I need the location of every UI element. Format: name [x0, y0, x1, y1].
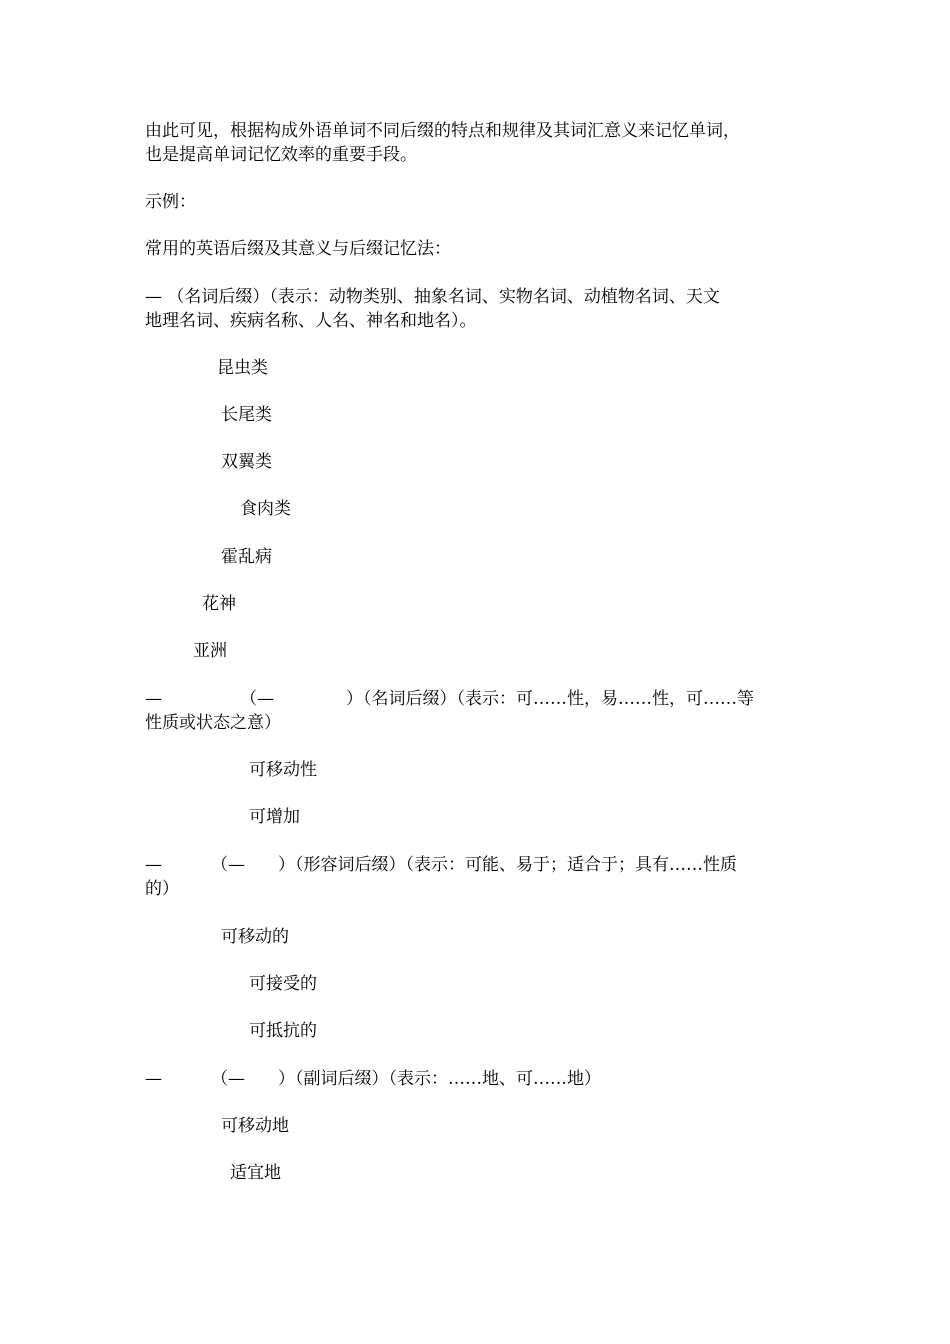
- list-item: 花神: [202, 594, 236, 614]
- section2-line-2: 性质或状态之意）: [145, 713, 281, 733]
- list-item: 可移动性: [249, 760, 317, 780]
- section3-rest: ）（形容词后缀）（表示：可能、易于；适合于；具有……性质: [278, 855, 737, 875]
- example-label: 示例：: [145, 192, 196, 212]
- list-item: 可移动的: [221, 927, 289, 947]
- list-item: 双翼类: [221, 452, 272, 472]
- intro-line-1: 由此可见，根据构成外语单词不同后缀的特点和规律及其词汇意义来记忆单词，: [145, 121, 740, 141]
- list-item: 可增加: [249, 807, 300, 827]
- section2-dash: —: [145, 689, 162, 709]
- section-heading: 常用的英语后缀及其意义与后缀记忆法：: [145, 239, 451, 259]
- section3-dash: —: [145, 855, 162, 875]
- list-item: 适宜地: [230, 1163, 281, 1183]
- section4-dash: —: [145, 1069, 162, 1089]
- list-item: 霍乱病: [221, 547, 272, 567]
- intro-line-2: 也是提高单词记忆效率的重要手段。: [145, 145, 417, 165]
- section4-rest: ）（副词后缀）（表示：……地、可……地）: [278, 1069, 601, 1089]
- section3-line-2: 的）: [145, 879, 179, 899]
- section4-paren-open: （—: [211, 1069, 245, 1089]
- list-item: 可移动地: [221, 1116, 289, 1136]
- section1-line-2: 地理名词、疾病名称、人名、神名和地名）。: [145, 311, 477, 331]
- list-item: 长尾类: [221, 405, 272, 425]
- list-item: 亚洲: [193, 641, 227, 661]
- section2-rest: ）（名词后缀）（表示：可……性，易……性，可……等: [346, 689, 754, 709]
- section3-paren-open: （—: [211, 855, 245, 875]
- section1-line-1: — （名词后缀）（表示：动物类别、抽象名词、实物名词、动植物名词、天文: [145, 287, 720, 307]
- list-item: 可抵抗的: [249, 1021, 317, 1041]
- list-item: 可接受的: [249, 974, 317, 994]
- list-item: 食肉类: [240, 499, 291, 519]
- section2-paren-open: （—: [240, 689, 274, 709]
- list-item: 昆虫类: [217, 358, 268, 378]
